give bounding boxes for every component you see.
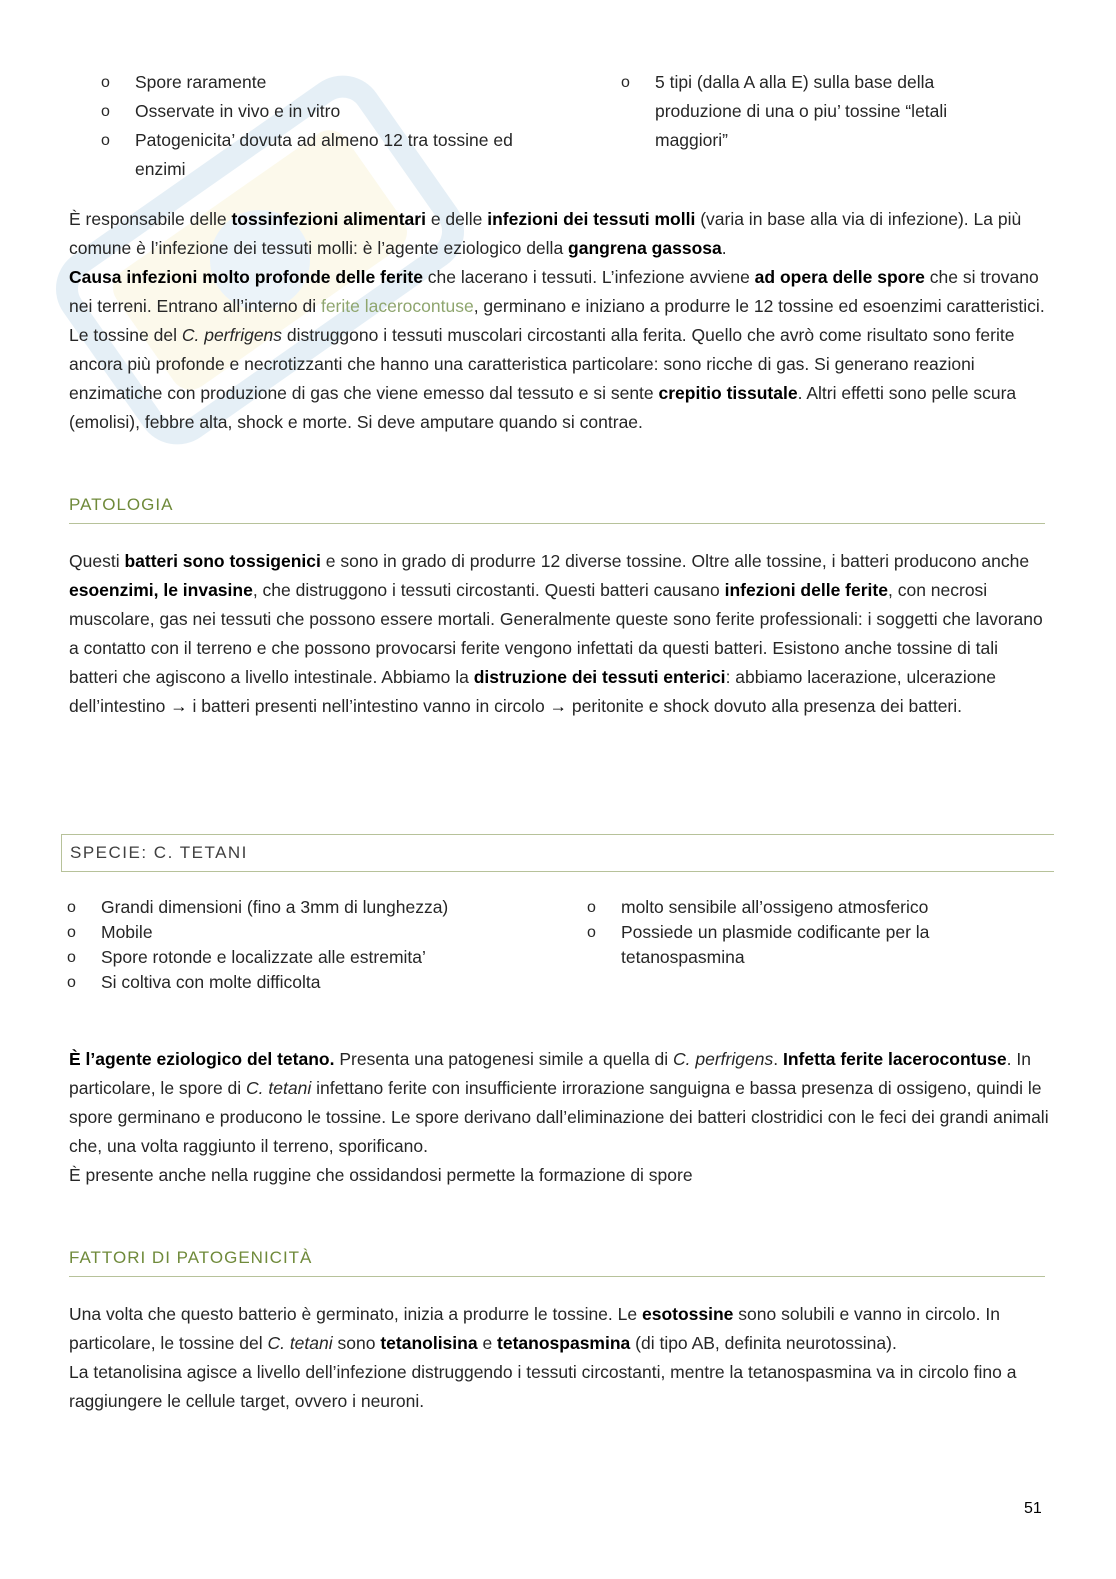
section-heading-fattori: FATTORI DI PATOGENICITÀ: [69, 1248, 1045, 1277]
arrow-right-icon: →: [170, 696, 188, 716]
list-item: o Si coltiva con molte difficolta: [67, 972, 321, 992]
arrow-right-icon: →: [549, 696, 568, 716]
top-list-right: [621, 68, 995, 155]
intro-paragraph: È responsabile delle tossinfezioni alimentari e delle infezioni dei tessuti molli (varia in base alla via di infezione). La più comune è l’infezione dei tessuti molli: è l’agente eziologico della gangrena gassosa. Causa infezioni molto profonde delle ferite che lacerano i tessuti. L’infezione avviene ad opera delle spore che si trovano nei terreni. Entrano all’interno di ferite lacerocontuse, germinano e iniziano a produrre le 12 tossine ed esoenzimi caratteristici. Le tossine del C. perfrigens distruggono i tessuti muscolari circostanti alla ferita. Quello che avrò come risultato sono ferite ancora più profonde e necrotizzanti che hanno una caratteristica particolare: sono ricche di gas. Si generano reazioni enzimatiche con produzione di gas che viene emesso dal tessuto e si sente crepitio tissutale. Altri effetti sono pelle scura (emolisi), febbre alta, shock e morte. Si deve amputare quando si contrae.: [69, 209, 1045, 432]
list-item: o Spore rotonde e localizzate alle estremita’: [67, 947, 426, 967]
list-item: o Patogenicita’ dovuta ad almeno 12 tra tossine ed enzimi: [101, 130, 513, 179]
list-item: o Mobile: [67, 922, 153, 942]
list-item: o Spore raramente: [101, 72, 267, 92]
top-list-left: [101, 68, 535, 184]
page-number: 51: [1024, 1500, 1042, 1517]
list-item: o Osservate in vivo e in vitro: [101, 101, 341, 121]
list-item: o 5 tipi (dalla A alla E) sulla base della produzione di una o piu’ tossine “letali maggiori”: [621, 72, 948, 150]
tetani-paragraph: È l’agente eziologico del tetano. Presenta una patogenesi simile a quella di C. perfrigens. Infetta ferite lacerocontuse. In particolare, le spore di C. tetani infettano ferite con insufficiente irrorazione sanguigna e bassa presenza di ossigeno, quindi le spore germinano e producono le tossine. Le spore derivano dall’eliminazione dei batteri clostridici con le feci dei grandi animali che, una volta raggiunto il terreno, sporificano. È presente anche nella ruggine che ossidandosi permette la formazione di spore: [69, 1049, 1049, 1185]
section-heading-patologia: PATOLOGIA: [69, 495, 1045, 524]
list-item: o Grandi dimensioni (fino a 3mm di lunghezza): [67, 897, 449, 917]
section-heading-specie: SPECIE: C. TETANI: [61, 834, 1054, 872]
list-item: o molto sensibile all’ossigeno atmosferico: [587, 897, 929, 917]
patologia-paragraph: Questi batteri sono tossigenici e sono in grado di produrre 12 diverse tossine. Oltre alle tossine, i batteri producono anche esoenzimi, le invasine, che distruggono i tessuti circostanti. Questi batteri causano infezioni delle ferite, con necrosi muscolare, gas nei tessuti che possono essere mortali. Generalmente queste sono ferite professionali: i soggetti che lavorano a contatto con il terreno e che possono provocarsi ferite vengono infettati da questi batteri. Esistono anche tossine di tali batteri che agiscono a livello intestinale. Abbiamo la distruzione dei tessuti enterici: abbiamo lacerazione, ulcerazione dell’intestino → i batteri presenti nell’intestino vanno in circolo → peritonite e shock dovuto alla presenza dei batteri.: [69, 551, 1043, 716]
list-item: o Possiede un plasmide codificante per la tetanospasmina: [587, 922, 930, 967]
fattori-paragraph: Una volta che questo batterio è germinato, inizia a produrre le tossine. Le esotossine sono solubili e vanno in circolo. In particolare, le tossine del C. tetani sono tetanolisina e tetanospasmina (di tipo AB, definita neurotossina). La tetanolisina agisce a livello dell’infezione distruggendo i tessuti circostanti, mentre la tetanospasmina va in circolo fino a raggiungere le cellule target, ovvero i neuroni.: [69, 1304, 1017, 1411]
tetani-list-right: [587, 895, 981, 970]
tetani-list-left: [67, 895, 571, 995]
